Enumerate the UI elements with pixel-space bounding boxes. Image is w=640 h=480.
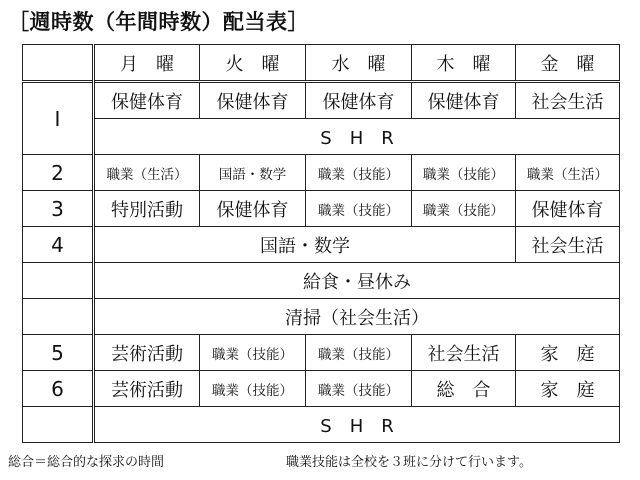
lunch-row [23,263,620,299]
period-label-6: 6 [23,371,94,407]
header-row [23,45,620,82]
period-2-row [23,155,620,191]
cell-p6-tue: 職業（技能） [200,371,306,407]
page-title: ［週時数（年間時数）配当表］ [8,10,309,34]
shr-morning-row [23,119,620,155]
period-label-4: 4 [23,227,94,263]
period-4-row [23,227,620,263]
cleaning-label-cell [23,299,94,335]
footnote-vocational-skills: 職業技能は全校を３班に分けて行います。 [286,455,532,470]
lunch-cell: 給食・昼休み [94,263,620,299]
timetable [22,44,620,443]
cell-p5-wed: 職業（技能） [306,335,412,371]
period-6-row [23,371,620,407]
cell-p5-tue: 職業（技能） [200,335,306,371]
shr-afternoon-cell: S H R [94,407,620,443]
day-header-thu: 木 曜 [412,45,516,82]
cell-p6-thu: 総 合 [412,371,516,407]
cell-p6-mon: 芸術活動 [94,371,200,407]
shr-afternoon-row [23,407,620,443]
cell-p1-wed: 保健体育 [306,82,412,119]
cell-p3-wed: 職業（技能） [306,191,412,227]
lunch-label-cell [23,263,94,299]
cell-p3-tue: 保健体育 [200,191,306,227]
cell-p5-fri: 家 庭 [516,335,620,371]
cell-p2-wed: 職業（技能） [306,155,412,191]
cell-p1-mon: 保健体育 [94,82,200,119]
day-header-tue: 火 曜 [200,45,306,82]
cleaning-row [23,299,620,335]
cell-p2-fri: 職業（生活） [516,155,620,191]
day-header-mon: 月 曜 [94,45,200,82]
cell-p5-mon: 芸術活動 [94,335,200,371]
period-label-2: 2 [23,155,94,191]
cell-p6-wed: 職業（技能） [306,371,412,407]
cell-p2-thu: 職業（技能） [412,155,516,191]
day-header-wed: 水 曜 [306,45,412,82]
period-label-3: 3 [23,191,94,227]
cleaning-cell: 清掃（社会生活） [94,299,620,335]
day-header-fri: 金 曜 [516,45,620,82]
shr-morning-cell: S H R [94,119,620,155]
cell-p4-fri: 社会生活 [516,227,620,263]
period-3-row [23,191,620,227]
cell-p5-thu: 社会生活 [412,335,516,371]
cell-p1-tue: 保健体育 [200,82,306,119]
shr-afternoon-label-cell [23,407,94,443]
cell-p4-mon-thu: 国語・数学 [94,227,516,263]
cell-p6-fri: 家 庭 [516,371,620,407]
corner-cell [23,45,94,82]
cell-p3-fri: 保健体育 [516,191,620,227]
footnotes [8,451,638,470]
footnote-sogo: 総合＝総合的な探求の時間 [8,455,165,470]
cell-p2-tue: 国語・数学 [200,155,306,191]
period-label-1: Ⅰ [23,82,94,155]
cell-p2-mon: 職業（生活） [94,155,200,191]
period-5-row [23,335,620,371]
cell-p3-mon: 特別活動 [94,191,200,227]
cell-p3-thu: 職業（技能） [412,191,516,227]
period-1-row [23,82,620,119]
cell-p1-fri: 社会生活 [516,82,620,119]
cell-p1-thu: 保健体育 [412,82,516,119]
period-label-5: 5 [23,335,94,371]
